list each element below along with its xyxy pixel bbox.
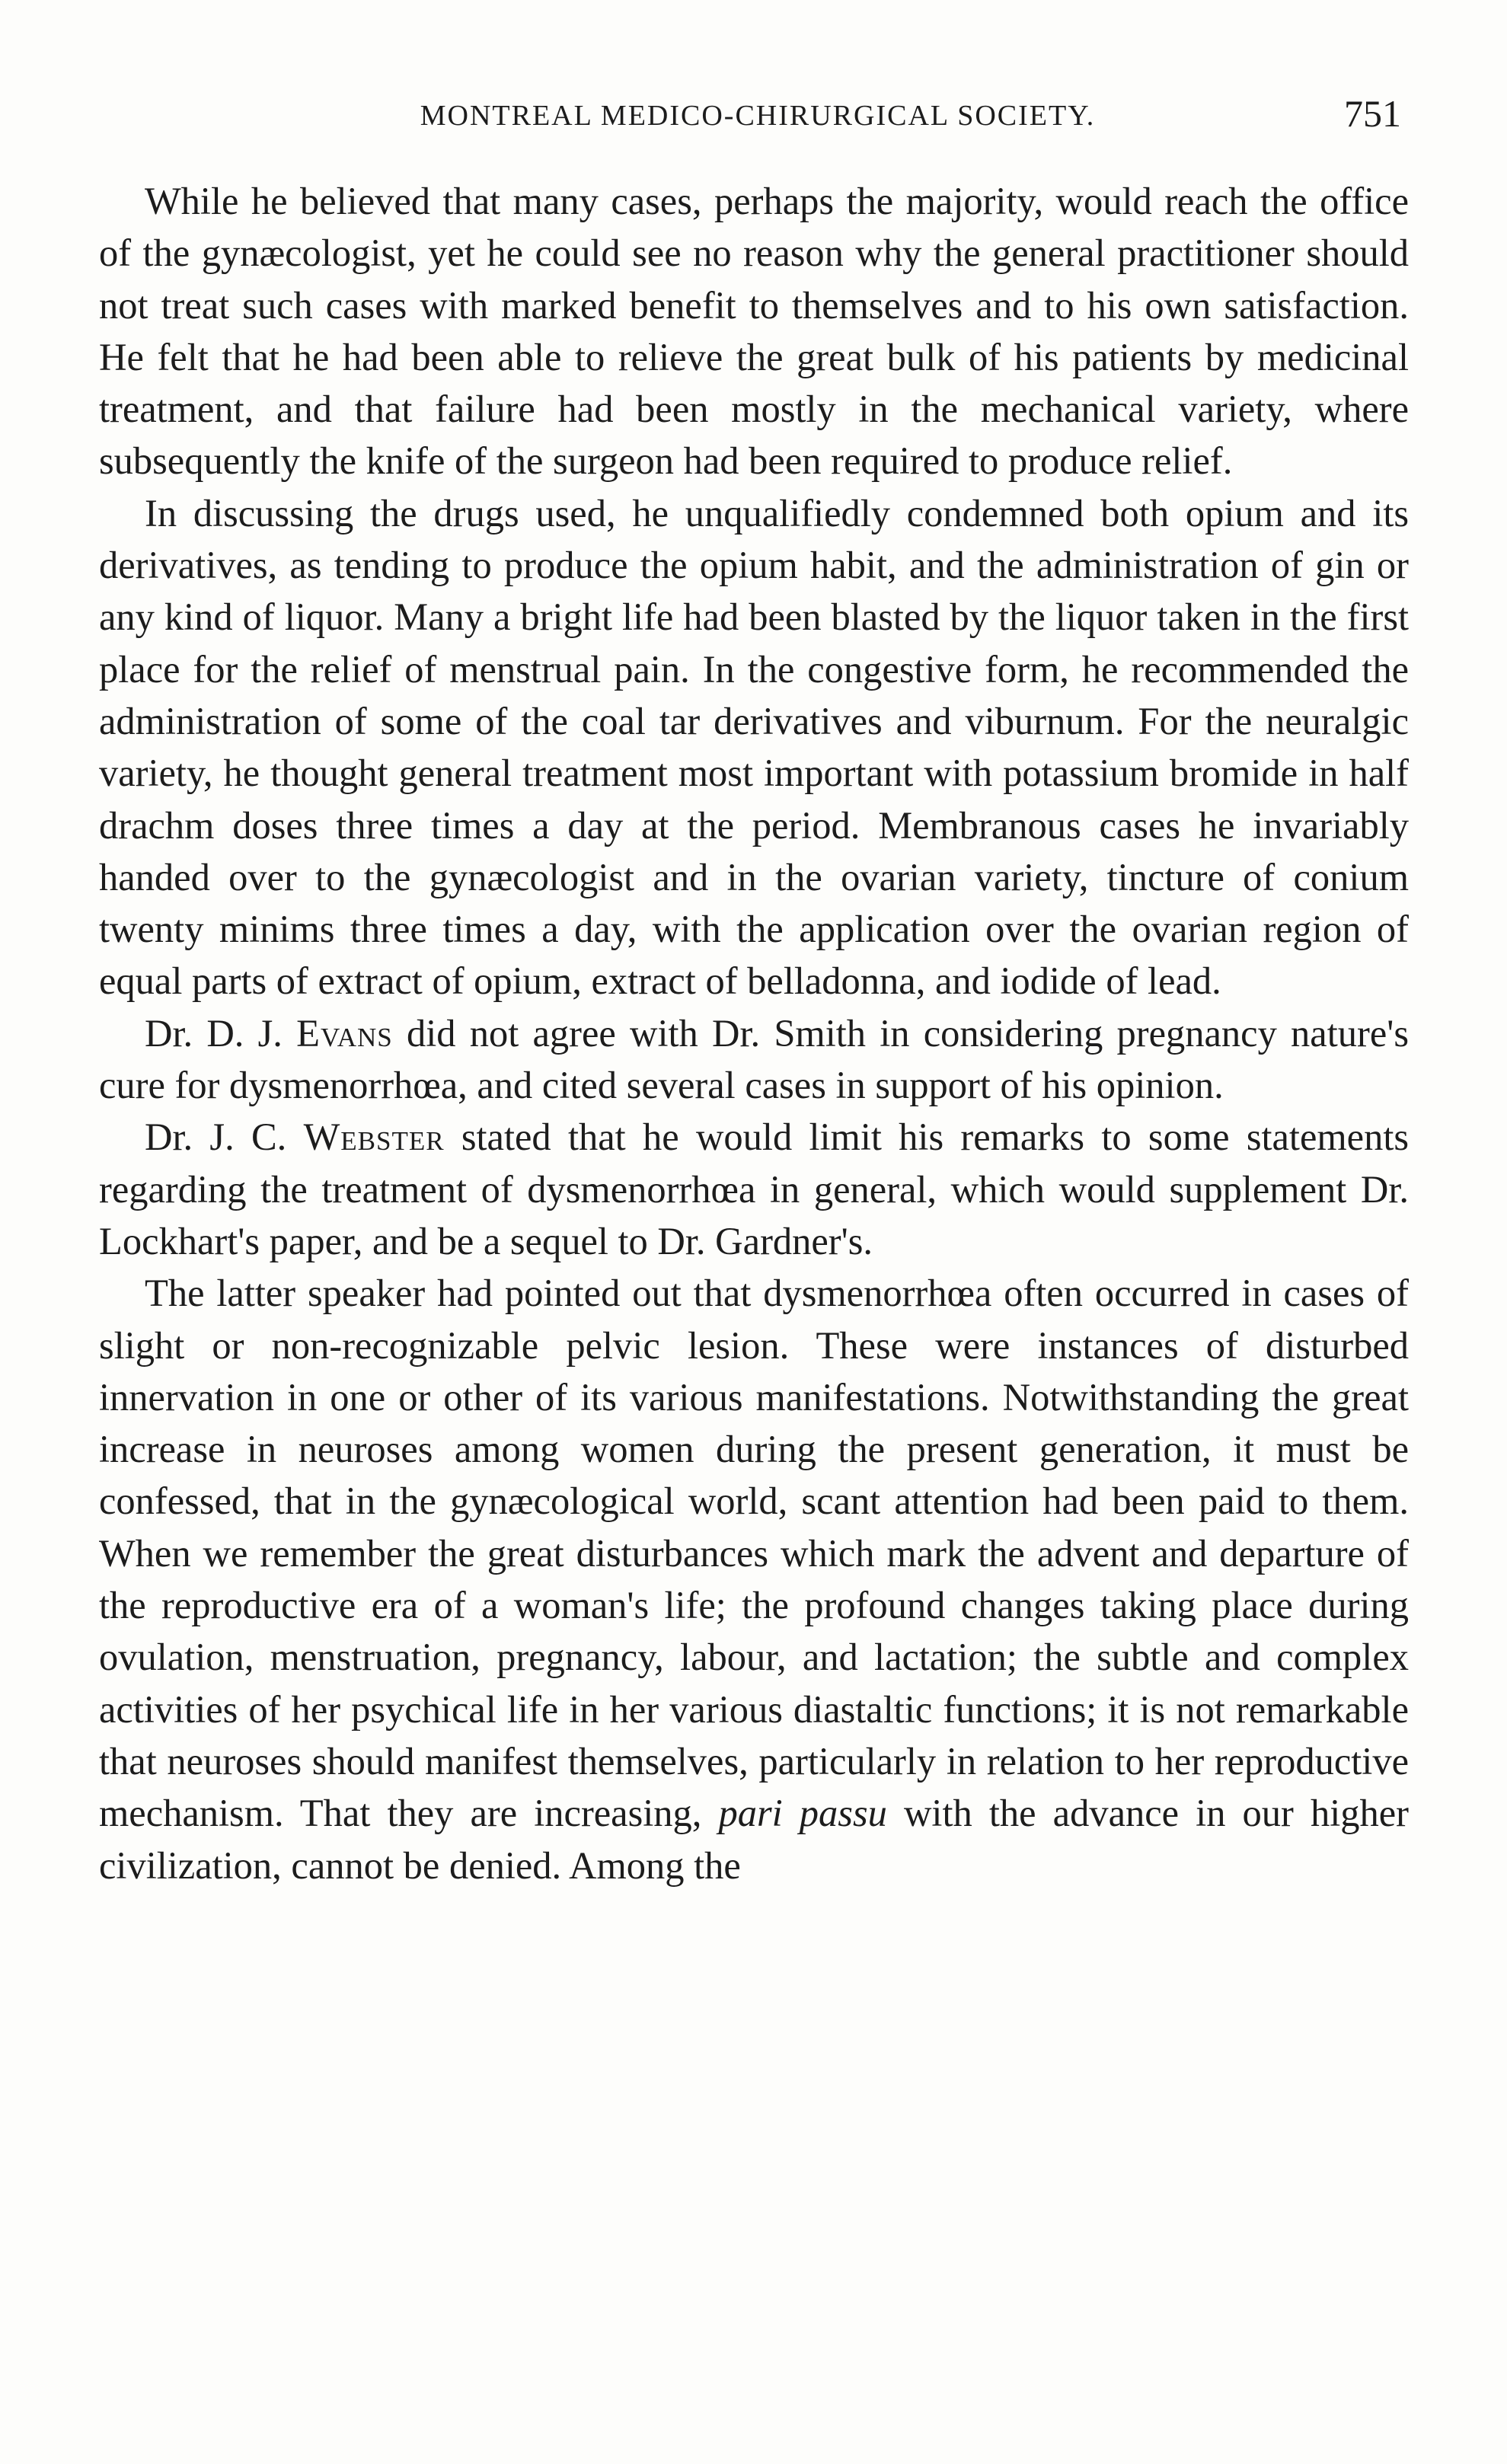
speaker-name-webster: Webster [303, 1116, 445, 1159]
paragraph-5-text-a: The latter speaker had pointed out that dysmenorrhœa often occurred in cases of slight or non-recognizable pelvic lesion. These were instances of disturbed innervation in one or other of its various manifestations. Notwithstanding the great increase in neuroses among women during the present generation, it must be confessed, that in the gynæcological world, scant attention had been paid to them. When we remember the great disturbances which mark the advent and departure of the reproductive era of a woman's life; the profound changes taking place during ovulation, menstruation, pregnancy, labour, and lactation; the subtle and complex activities of her psychical life in her various diastaltic functions; it is not remarkable that neuroses should manifest themselves, particularly in relation to her reproductive mechanism. That they are increasing, [99, 1272, 1409, 1835]
paragraph-4-text: stated that he would limit his remarks to some statements regarding the treatment of dysmenorrhœa in general, which would supplement Dr. Lockhart's paper, and be a sequel to Dr. Gardner's. [99, 1116, 1409, 1262]
running-title: MONTREAL MEDICO-CHIRURGICAL SOCIETY. [420, 100, 1096, 132]
paragraph-4 [99, 1111, 1409, 1267]
body-text [99, 175, 1409, 1891]
paragraph-2: In discussing the drugs used, he unqualifiedly condemned both opium and its derivatives, as tending to produce the opium habit, and the administration of gin or any kind of liquor. Many a bright life had been blasted by the liquor taken in the first place for the relief of menstrual pain. In the congestive form, he recommended the administration of some of the coal tar derivatives and viburnum. For the neuralgic variety, he thought general treatment most important with potassium bromide in half drachm doses three times a day at the period. Membranous cases he invariably handed over to the gynæcologist and in the ovarian variety, tincture of conium twenty minims three times a day, with the application over the ovarian region of equal parts of extract of opium, extract of belladonna, and iodide of lead. [99, 491, 1409, 1003]
paragraph-1: While he believed that many cases, perhaps the majority, would reach the office of the gynæcologist, yet he could see no reason why the general practitioner should not treat such cases with marked benefit to themselves and to his own satisfaction. He felt that he had been able to relieve the great bulk of his patients by medicinal treatment, and that failure had been mostly in the mechanical variety, where subsequently the knife of the surgeon had been required to produce relief. [99, 180, 1409, 483]
paragraph-3 [99, 1007, 1409, 1112]
paragraph-3-text: did not agree with Dr. Smith in considering pregnancy nature's cure for dysmenorrhœa, and cited several cases in support of his opinion. [99, 1011, 1409, 1107]
page-number: 751 [1344, 92, 1401, 135]
speaker-name-evans: Evans [296, 1011, 393, 1055]
speaker-title: Dr. D. J. [145, 1011, 297, 1055]
speaker-title: Dr. J. C. [145, 1116, 304, 1159]
paragraph-5 [99, 1267, 1409, 1891]
paragraph-5-text-b: with the advance in our higher civilization, cannot be denied. Among the [99, 1792, 1409, 1887]
italic-phrase: pari passu [718, 1792, 887, 1835]
running-head [114, 91, 1401, 145]
